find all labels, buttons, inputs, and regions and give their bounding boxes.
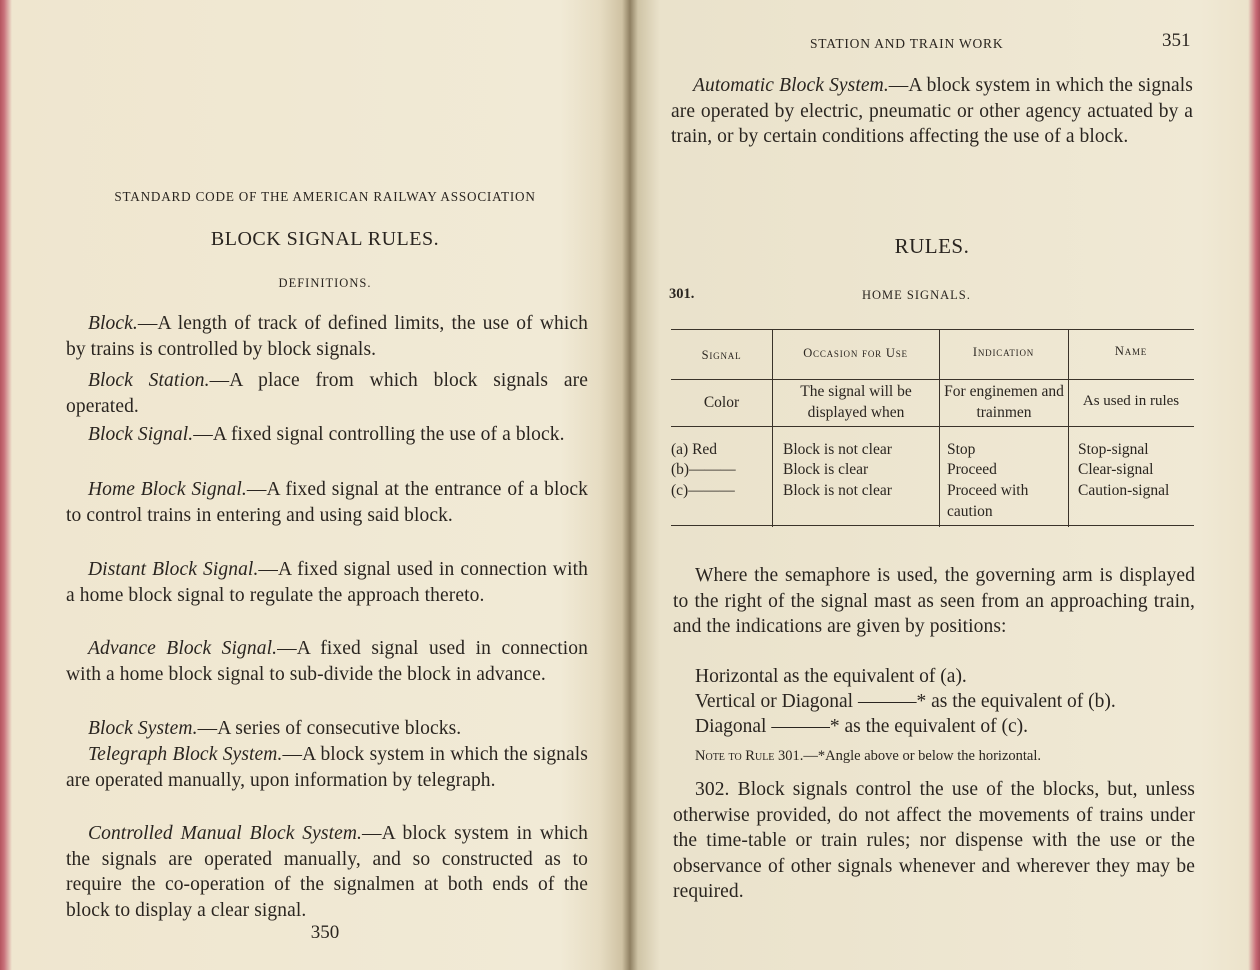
definition-text: —A block system in which the signals are operated manually, and so constructed as to require the co-operation of the signalmen at both ends of the block to display a clear signal.	[66, 823, 588, 921]
definition-text: —A block system in which the signals are operated by electric, pneumatic or other agency actuated by a train, or by certain conditions affecting the use of a block.	[671, 75, 1193, 147]
table-header-name: Name	[1114, 344, 1148, 358]
table-row-c-signal: (c)———	[671, 482, 735, 499]
left-page	[0, 0, 625, 970]
note-to-rule-301	[695, 748, 1041, 765]
rule-302-number: 302.	[695, 779, 730, 800]
definition-item	[66, 716, 588, 742]
home-signals-table	[671, 329, 1194, 527]
table-row-c-indication: Proceed with caution	[947, 482, 1029, 520]
definition-item	[66, 422, 588, 448]
definition-term: Telegraph Block System.	[88, 744, 283, 765]
automatic-block-definition	[671, 73, 1193, 150]
table-row-c-occasion: Block is not clear	[783, 482, 892, 499]
table-row-a-signal: (a) Red	[671, 441, 718, 458]
table-row-a-occasion: Block is not clear	[783, 441, 892, 458]
definition-term: Advance Block Signal.	[88, 638, 278, 659]
semaphore-paragraph	[673, 563, 1195, 640]
definition-term: Block Signal.	[88, 424, 194, 445]
definition-item	[66, 742, 588, 793]
definition-item	[66, 636, 588, 687]
semaphore-text: Where the semaphore is used, the governing arm is displayed to the right of the signal mast as seen from an approaching train, and the indications are given by positions:	[673, 565, 1195, 637]
definition-term: Controlled Manual Block System.	[88, 823, 363, 844]
rule-302-paragraph	[673, 777, 1195, 905]
definition-item	[66, 368, 588, 419]
definition-item	[66, 557, 588, 608]
association-heading: STANDARD CODE OF THE AMERICAN RAILWAY ASSOCIATION	[114, 189, 536, 204]
definition-term: Block.	[88, 313, 138, 334]
table-header-occasion: Occasion for Use	[803, 346, 908, 360]
rule-301-number: 301.	[669, 286, 695, 302]
table-subheader-occasion: The signal will be displayed when	[800, 383, 912, 421]
definition-text: —A fixed signal controlling the use of a block.	[193, 424, 565, 445]
page-number-right: 351	[1162, 30, 1191, 51]
table-subheader-name: As used in rules	[1082, 393, 1180, 409]
rules-title: RULES.	[894, 234, 970, 258]
definition-text: —A series of consecutive blocks.	[197, 718, 462, 739]
table-rule	[671, 426, 1194, 427]
definition-text: —A place from which block signals are operated.	[66, 370, 588, 417]
definition-term: Block Station.	[88, 370, 210, 391]
table-subheader-indication: For enginemen and trainmen	[944, 383, 1064, 421]
table-row-b-signal: (b)———	[671, 461, 736, 478]
table-row-c-name: Caution-signal	[1078, 482, 1170, 499]
note-label: Note to Rule 301.	[695, 748, 804, 764]
definition-text: —A fixed signal at the entrance of a block to control trains in entering and using said block.	[66, 479, 588, 526]
definition-term: Automatic Block System.	[693, 75, 889, 96]
home-signals-heading: HOME SIGNALS.	[862, 288, 971, 302]
definition-text: —A fixed signal used in connection with a home block signal to regulate the approach thereto.	[66, 559, 588, 606]
definition-item	[66, 311, 588, 362]
table-row-b-indication: Proceed	[947, 461, 997, 478]
table-row-b-name: Clear-signal	[1078, 461, 1154, 478]
note-text: —*Angle above or below the horizontal.	[803, 748, 1041, 764]
table-row-a-name: Stop-signal	[1078, 441, 1149, 458]
definition-term: Home Block Signal.	[88, 479, 247, 500]
definition-term: Distant Block Signal.	[88, 559, 259, 580]
table-rule	[671, 525, 1194, 526]
table-row-b-occasion: Block is clear	[783, 461, 869, 478]
table-rule	[671, 379, 1194, 380]
position-line: Vertical or Diagonal ———* as the equivalent of (b).	[695, 691, 1116, 712]
definition-text: —A length of track of defined limits, the use of which by trains is controlled by block signals.	[66, 313, 588, 360]
definition-item	[66, 821, 588, 923]
page-number-left: 350	[310, 922, 340, 943]
table-row-a-indication: Stop	[947, 441, 976, 458]
position-line: Diagonal ———* as the equivalent of (c).	[695, 716, 1029, 737]
table-subheader-color: Color	[703, 394, 740, 411]
table-rule	[671, 329, 1194, 330]
definitions-heading: DEFINITIONS.	[278, 276, 372, 290]
definition-text: —A fixed signal used in connection with a home block signal to sub-divide the block in advance.	[66, 638, 589, 685]
table-header-signal: Signal	[701, 348, 742, 362]
rule-302-text: Block signals control the use of the blocks, but, unless otherwise provided, do not affect the movements of trains under the time-table or train rules; nor dispense with the use or the observance of other signals whenever and wherever they may be required.	[673, 779, 1195, 902]
block-signal-rules-title: BLOCK SIGNAL RULES.	[210, 228, 440, 250]
definition-term: Block System.	[88, 718, 198, 739]
position-line: Horizontal as the equivalent of (a).	[695, 666, 967, 687]
definition-text: —A block system in which the signals are operated manually, upon information by telegraph.	[66, 744, 588, 791]
running-header: STATION AND TRAIN WORK	[810, 36, 1004, 51]
table-header-indication: Indication	[972, 345, 1035, 359]
definition-item	[66, 477, 588, 528]
